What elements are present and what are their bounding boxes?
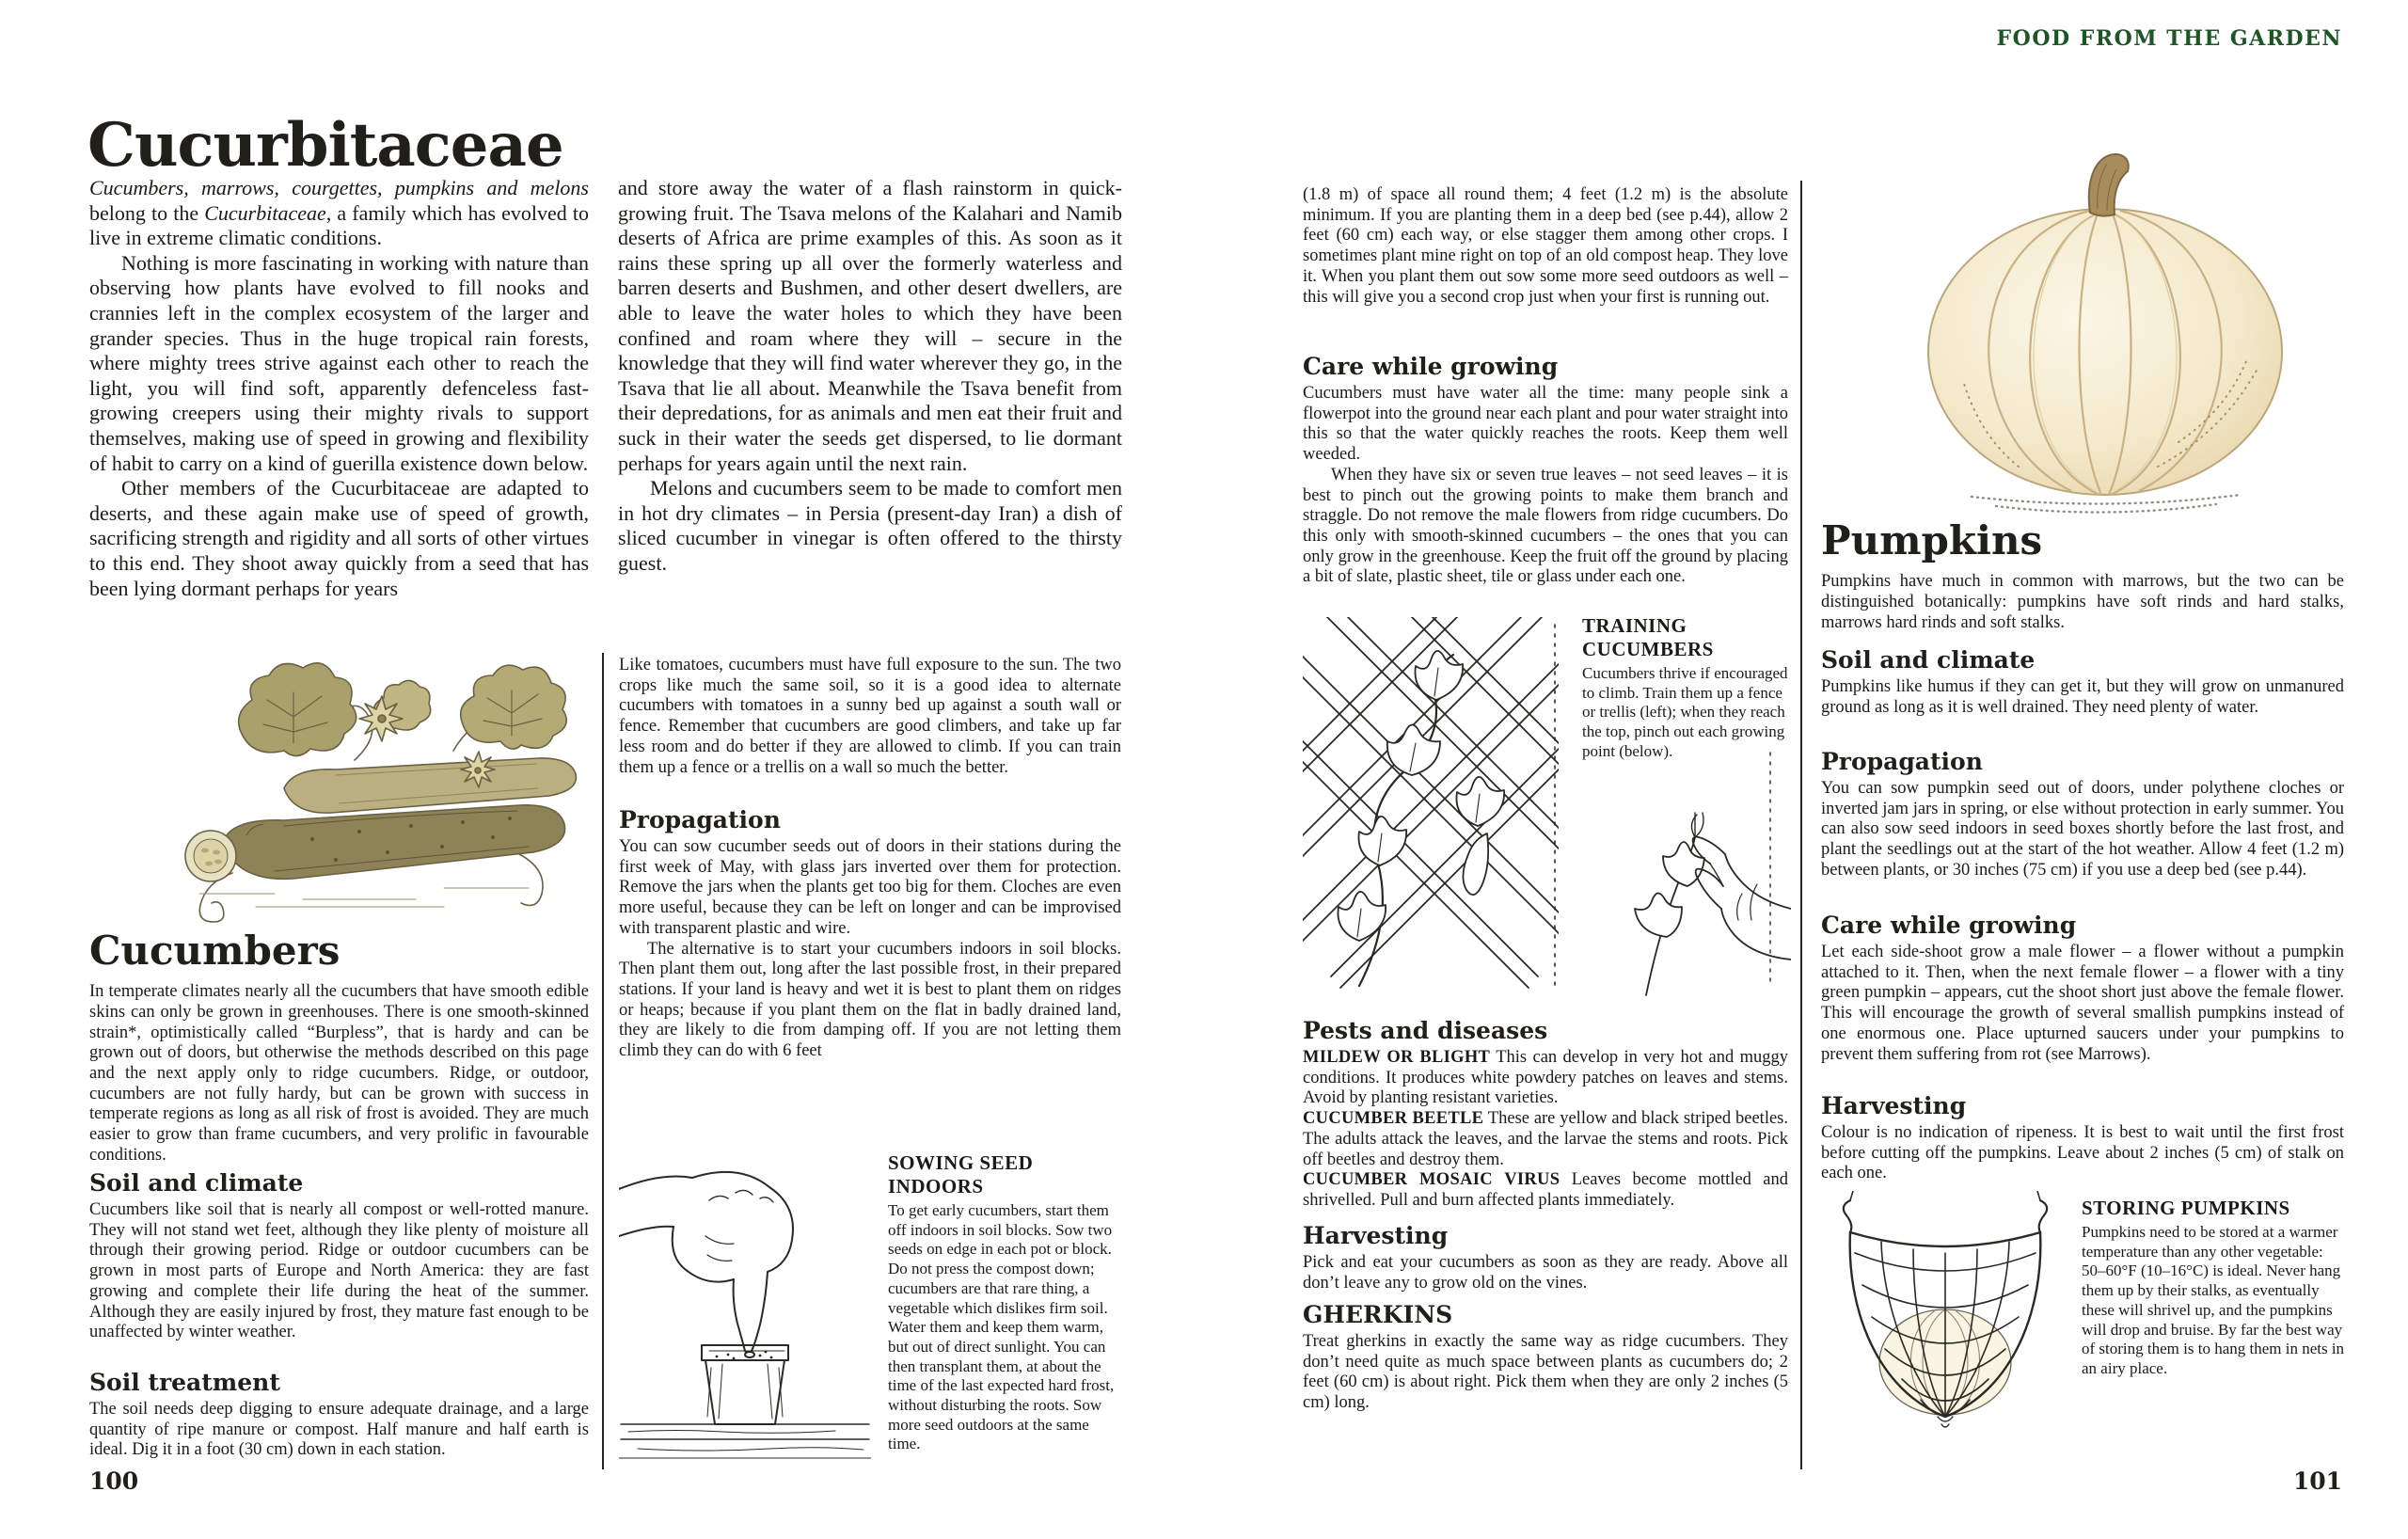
care-body-pumpkins: Let each side-shoot grow a male flower – a flower without a pumpkin attached to it. Then, when the next female flower – a flower with a tiny green pumpkin – appears, cut the shoot short just above the female flower. This will encourage the growth of several smallish pumpkins instead of one enormous one. Place upturned saucers under your pumpkins to prevent them suffering from rot (see Marrows). xyxy=(1821,943,2344,1064)
gherkins-heading: GHERKINS xyxy=(1303,1301,1453,1328)
intro-lead-mid: belong to the xyxy=(89,200,205,225)
gherkins-body: Treat gherkins in exactly the same way as ridge cucumbers. They don’t need quite as much space between plants as cucumbers do; 2 feet (60 cm) is about right. Pick them when they are only 2 inches (5 cm) long. xyxy=(1303,1332,1788,1413)
pumpkins-intro: Pumpkins have much in common with marrows, but the two can be distinguished botanically: pumpkins have soft rinds and hard stalks, marrows hard rinds and soft stalks. xyxy=(1821,572,2344,632)
intro-paragraph-1 xyxy=(89,176,589,251)
soil-and-climate-heading-pumpkins: Soil and climate xyxy=(1821,646,2036,674)
pest-entry-beetle xyxy=(1303,1109,1788,1170)
storing-pumpkins-net-illustration xyxy=(1821,1191,2069,1471)
cucumbers-continuation-paragraph: (1.8 m) of space all round them; 4 feet (1.2 m) is the absolute minimum. If you are planting them in a deep bed (see p.44), allow 2 feet (60 cm) each way, or else stagger them among other crops. I sometimes plant mine right on top of an old compost heap. They love it. When you plant them out sow some more seed outdoors as well – this will give you a second crop just when your first is running out. xyxy=(1303,185,1788,307)
tomatoes-paragraph: Like tomatoes, cucumbers must have full exposure to the sun. The two crops like much the same soil, so it is a good idea to alternate cucumbers with tomatoes in a sunny bed up against a south wall or fence. Remember that cucumbers are good climbers, and take up far less room and do better if they are allowed to climb. If you can train them up a fence or a trellis on a wall so much the better. xyxy=(619,656,1121,777)
cucumbers-intro: In temperate climates nearly all the cucumbers that have smooth edible skins can only be grown in greenhouses. There is one smooth-skinned strain*, optimistically called “Burpless”, that is hardy and can be grown out of doors, but otherwise the methods described on this page and the next apply only to ridge cucumbers. Ridge, or outdoor, cucumbers are not fully hardy, but can be grown with success in temperate regions as long as all risk of frost is avoided. They are much easier to grow than frame cucumbers, and very prolific in favourable conditions. xyxy=(89,982,589,1165)
soil-and-climate-body: Cucumbers like soil that is nearly all compost or well-rotted manure. They will not stand wet feet, although they like plenty of moisture all through their growing period. Ridge or outdoor cucumbers can be grown in most parts of Europe and North America: they are fast growing and complete their life during the heat of the summer. Although they are easily injured by frost, they mature fast enough to be unaffected by winter weather. xyxy=(89,1200,589,1342)
harvesting-body-pumpkins: Colour is no indication of ripeness. It is best to wait until the first frost before cutting off the pumpkins. Leave about 2 inches (5 cm) of stalk on each one. xyxy=(1821,1123,2344,1183)
training-cucumbers-illustration xyxy=(1303,610,1568,1003)
pest-entry-mosaic xyxy=(1303,1170,1788,1211)
soil-and-climate-body-pumpkins: Pumpkins like humus if they can get it, but they will grow on unmanured ground as long as it is well drained. They need plenty of water. xyxy=(1821,677,2344,717)
page-number-100: 100 xyxy=(89,1468,139,1495)
intro-paragraph-5: Melons and cucumbers seem to be made to comfort men in hot dry climates – in Persia (present-day Iran) a dish of sliced cucumber in vinegar is often offered to the thirsty guest. xyxy=(618,476,1122,575)
sowing-caption xyxy=(888,1151,1125,1454)
sowing-caption-heading: SOWING SEED INDOORS xyxy=(888,1151,1034,1198)
training-caption xyxy=(1582,614,1791,762)
intro-italic-lead: Cucumbers, marrows, courgettes, pumpkins and melons xyxy=(89,176,589,199)
pests-heading: Pests and diseases xyxy=(1303,1017,1548,1044)
pest-term: CUCUMBER MOSAIC VIRUS xyxy=(1303,1170,1560,1190)
cucumbers-continuation-block xyxy=(1303,185,1788,308)
soil-treatment-section xyxy=(89,1370,589,1461)
intro-paragraph-2: Nothing is more fascinating in working with nature than observing how plants have evolved to fill nooks and crannies left in the complex ecosystem of the larger and grander species. Thus in the huge tropical rain forests, where mighty trees strive against each other to reach the light, you will find soft, apparently defenceless fast-growing creepers using their mighty rivals to support themselves, making use of speed in growing and flexibility of habit to carry on a kind of guerilla existence down below. xyxy=(89,250,589,475)
training-caption-heading: TRAINING CUCUMBERS xyxy=(1582,614,1714,660)
pests-and-diseases-section xyxy=(1303,1018,1788,1212)
pest-entry-mildew xyxy=(1303,1048,1788,1109)
cucumbers-heading: Cucumbers xyxy=(89,928,341,974)
intro-italic-family: Cucurbitaceae xyxy=(204,200,326,225)
column-divider-left-page xyxy=(602,653,604,1469)
intro-column-2 xyxy=(618,176,1122,577)
harvesting-section-cucumbers xyxy=(1303,1223,1788,1293)
storing-caption-body: Pumpkins need to be stored at a warmer temperature than any other vegetable: 50–60°F (10–16°C) is ideal. Never hang them up by their stalks, as eventually these will shrivel up, and the pumpkins will drop and bruise. By far the best way of storing them is to hang them in nets in an airy place. xyxy=(2082,1223,2345,1377)
pest-desc: This can develop in very hot and muggy conditions. It produces white powdery patches on leaves and stems. Avoid by planting resistant varieties. xyxy=(1303,1048,1788,1108)
propagation-body-pumpkins: You can sow pumpkin seed out of doors, under polythene cloches or inverted jam jars in spring, or else without protection in early summer. You can also sow seed indoors in seed boxes shortly before the last frost, and plant the seedlings out at the start of the hot weather. Allow 4 feet (1.2 m) between plants, or 30 inches (75 cm) if you use a deep bed (see p.44). xyxy=(1821,779,2344,880)
care-while-growing-section-cucumbers xyxy=(1303,354,1788,588)
cucumbers-section xyxy=(89,929,589,1166)
pest-desc: Leaves become mottled and shrivelled. Pull and burn affected plants immediately. xyxy=(1303,1170,1788,1210)
intro-column-1 xyxy=(89,176,589,601)
harvesting-heading: Harvesting xyxy=(1303,1222,1449,1249)
care-paragraph-2: When they have six or seven true leaves – not seed leaves – it is best to pinch out the growing points to make them branch and straggle. Do not remove the male flowers from ridge cucumbers. Do this only with smooth-skinned cucumbers – the ones that you can only grow in the greenhouse. Keep the fruit off the ground by placing a bit of slate, plastic sheet, tile or glass under each one. xyxy=(1303,465,1788,587)
soil-and-climate-section-pumpkins xyxy=(1821,647,2344,718)
harvesting-body: Pick and eat your cucumbers as soon as they are ready. Above all don’t leave any to grow old on the vines. xyxy=(1303,1253,1788,1293)
propagation-section-cucumbers xyxy=(619,807,1121,1062)
cucumber-illustration xyxy=(143,638,593,937)
care-paragraph-1: Cucumbers must have water all the time: many people sink a flowerpot into the ground near each plant and pour water straight into this so that the water quickly reaches the roots. Keep them well weeded. xyxy=(1303,384,1788,465)
soil-treatment-heading: Soil treatment xyxy=(89,1369,280,1396)
harvesting-section-pumpkins xyxy=(1821,1093,2344,1184)
column-divider-right-page xyxy=(1800,181,1802,1469)
care-while-growing-heading: Care while growing xyxy=(1303,353,1559,380)
gherkins-section xyxy=(1303,1302,1788,1414)
harvesting-heading-pumpkins: Harvesting xyxy=(1821,1092,1967,1119)
sowing-caption-body: To get early cucumbers, start them off indoors in soil blocks. Sow two seeds on edge in each pot or block. Do not press the compost down; cucumbers are that rare thing, a vegetable which dislikes firm soil. Water them and keep them warm, but out of direct sunlight. You can then transplant them, at about the time of the last expected hard frost, without disturbing the roots. Sow more seed outdoors at the same time. xyxy=(888,1201,1115,1453)
propagation-heading-pumpkins: Propagation xyxy=(1821,748,1983,775)
pinching-growing-point-illustration xyxy=(1592,743,1791,997)
intro-lead-tail: , a family which has evolved to live in extreme climatic conditions. xyxy=(89,200,589,250)
pest-term: MILDEW OR BLIGHT xyxy=(1303,1048,1491,1067)
pumpkins-section xyxy=(1821,519,2344,633)
pumpkins-heading: Pumpkins xyxy=(1821,517,2043,563)
storing-caption xyxy=(2082,1197,2345,1379)
page-number-101: 101 xyxy=(2292,1468,2342,1495)
propagation-heading: Propagation xyxy=(619,806,781,833)
storing-caption-heading: STORING PUMPKINS xyxy=(2082,1197,2290,1219)
pest-term: CUCUMBER BEETLE xyxy=(1303,1109,1484,1129)
pest-desc: These are yellow and black striped beetles. The adults attack the leaves, and the larvae the stems and roots. Pick off beetles and destroy them. xyxy=(1303,1109,1788,1169)
intro-paragraph-3: Other members of the Cucurbitaceae are adapted to deserts, and these again make use of speed of growth, sacrificing strength and rigidity and all sorts of other virtues to this end. They shoot away quickly from a seed that has been lying dormant perhaps for years xyxy=(89,476,589,600)
propagation-paragraph-2: The alternative is to start your cucumbers indoors in soil blocks. Then plant them out, long after the last possible frost, in their prepared stations. If your land is heavy and wet it is best to plant them on ridges or heaps; because if you plant them on the flat in badly drained land, they are likely to die from damping off. If you are not letting them climb they can do with 6 feet xyxy=(619,939,1121,1061)
sowing-seed-indoors-illustration xyxy=(619,1146,871,1466)
training-caption-body: Cucumbers thrive if encouraged to climb. Train them up a fence or trellis (left); when they reach the top, pinch out each growing point (below). xyxy=(1582,664,1788,760)
page-title-cucurbitaceae: Cucurbitaceae xyxy=(87,109,563,181)
propagation-paragraph-1: You can sow cucumber seeds out of doors in their stations during the first week of May, with glass jars inverted over them for protection. Remove the jars when the plants get too big for them. Cloches are even more useful, because they can be left on longer and can be improvised with transparent plastic and wire. xyxy=(619,837,1121,938)
intro-paragraph-4: and store away the water of a flash rainstorm in quick-growing fruit. The Tsava melons of the Kalahari and Namib deserts of Africa are prime examples of this. As soon as it rains these spring up all over the formerly waterless and barren deserts and Bushmen, and other desert dwellers, are able to leave the water holes to which they have been confined and roam where they will – secure in the knowledge that they will find water wherever they go, in the Tsava that lie all about. Meanwhile the Tsava benefit from their depredations, for as animals and men eat their fruit and suck in their water the seeds get dispersed, to lie dormant perhaps for years again until the next rain. xyxy=(618,176,1122,475)
tomatoes-paragraph-block xyxy=(619,656,1121,778)
soil-and-climate-heading: Soil and climate xyxy=(89,1169,304,1197)
propagation-section-pumpkins xyxy=(1821,749,2344,881)
soil-treatment-body: The soil needs deep digging to ensure adequate drainage, and a large quantity of ripe manure or compost. Half manure and half earth is ideal. Dig it in a foot (30 cm) down in each station. xyxy=(89,1400,589,1460)
pumpkin-illustration xyxy=(1906,132,2305,519)
care-while-growing-section-pumpkins xyxy=(1821,912,2344,1065)
running-header: FOOD FROM THE GARDEN xyxy=(1996,26,2342,51)
soil-and-climate-section xyxy=(89,1170,589,1343)
care-heading-pumpkins: Care while growing xyxy=(1821,912,2077,939)
